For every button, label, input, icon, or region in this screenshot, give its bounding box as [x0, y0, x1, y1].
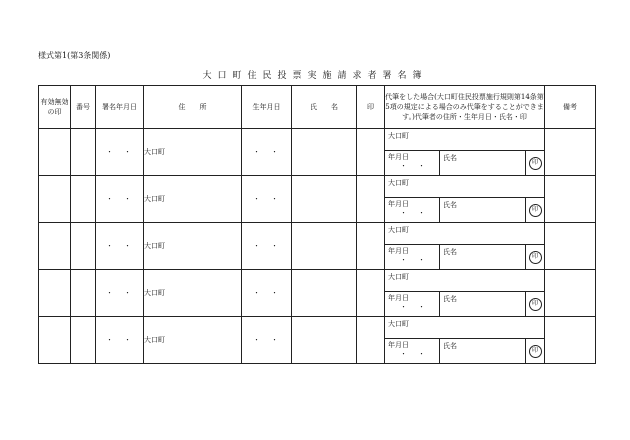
address-cell[interactable]: 大口町 — [144, 270, 242, 317]
proxy-date-dots: ・ ・ — [400, 209, 427, 217]
remarks-cell[interactable] — [545, 129, 596, 176]
proxy-cell — [385, 176, 545, 223]
sign-date-cell[interactable]: ・ ・ — [96, 270, 144, 317]
header-proxy: 代筆をした場合(大口町住民投票施行規則第14条第5項の規定による場合のみ代筆をすることができます。)代筆者の住所・生年月日・氏名・印 — [385, 86, 545, 129]
proxy-date-label: 年月日 — [388, 341, 409, 349]
proxy-date[interactable] — [385, 198, 440, 222]
signature-row — [39, 176, 596, 223]
proxy-name[interactable]: 氏名 — [443, 342, 457, 350]
proxy-seal-cell[interactable] — [525, 245, 544, 269]
birthdate-cell[interactable]: ・ ・ — [242, 176, 292, 223]
proxy-cell — [385, 129, 545, 176]
seal-icon: 印 — [529, 251, 542, 264]
sign-date-cell[interactable]: ・ ・ — [96, 176, 144, 223]
seal-icon: 印 — [529, 157, 542, 170]
number-cell[interactable] — [71, 129, 96, 176]
proxy-date-label: 年月日 — [388, 200, 409, 208]
proxy-seal-cell[interactable] — [525, 198, 544, 222]
proxy-seal-cell[interactable] — [525, 339, 544, 363]
proxy-address[interactable]: 大口町 — [385, 270, 544, 292]
seal-cell[interactable] — [357, 129, 385, 176]
header-row — [39, 86, 596, 129]
proxy-date[interactable] — [385, 292, 440, 316]
proxy-date-dots: ・ ・ — [400, 256, 427, 264]
seal-cell[interactable] — [357, 223, 385, 270]
proxy-address[interactable]: 大口町 — [385, 223, 544, 245]
proxy-seal-cell[interactable] — [525, 292, 544, 316]
number-cell[interactable] — [71, 270, 96, 317]
proxy-date-dots: ・ ・ — [400, 162, 427, 170]
birthdate-cell[interactable]: ・ ・ — [242, 223, 292, 270]
header-name: 氏 名 — [292, 86, 357, 129]
invalid-mark-cell[interactable] — [39, 270, 71, 317]
header-remarks: 備考 — [545, 86, 596, 129]
seal-cell[interactable] — [357, 176, 385, 223]
birthdate-cell[interactable]: ・ ・ — [242, 270, 292, 317]
seal-cell[interactable] — [357, 317, 385, 364]
sign-date-cell[interactable]: ・ ・ — [96, 317, 144, 364]
proxy-address[interactable]: 大口町 — [385, 317, 544, 339]
proxy-name[interactable]: 氏名 — [443, 201, 457, 209]
name-cell[interactable] — [292, 270, 357, 317]
name-cell[interactable] — [292, 176, 357, 223]
proxy-address[interactable]: 大口町 — [385, 129, 544, 151]
birthdate-cell[interactable]: ・ ・ — [242, 129, 292, 176]
remarks-cell[interactable] — [545, 176, 596, 223]
header-birthdate: 生年月日 — [242, 86, 292, 129]
address-cell[interactable]: 大口町 — [144, 223, 242, 270]
signature-row — [39, 270, 596, 317]
proxy-seal-cell[interactable] — [525, 151, 544, 175]
signature-row — [39, 317, 596, 364]
number-cell[interactable] — [71, 317, 96, 364]
proxy-date-label: 年月日 — [388, 153, 409, 161]
proxy-date-dots: ・ ・ — [400, 350, 427, 358]
invalid-mark-cell[interactable] — [39, 129, 71, 176]
form-label: 様式第1(第3条関係) — [38, 51, 111, 60]
number-cell[interactable] — [71, 176, 96, 223]
header-seal: 印 — [357, 86, 385, 129]
proxy-date-label: 年月日 — [388, 294, 409, 302]
signature-table — [38, 85, 596, 364]
seal-icon: 印 — [529, 345, 542, 358]
address-cell[interactable]: 大口町 — [144, 129, 242, 176]
sign-date-cell[interactable]: ・ ・ — [96, 223, 144, 270]
invalid-mark-cell[interactable] — [39, 317, 71, 364]
proxy-date[interactable] — [385, 339, 440, 363]
name-cell[interactable] — [292, 223, 357, 270]
proxy-date[interactable] — [385, 245, 440, 269]
header-invalid: 有効無効の印 — [39, 86, 71, 129]
seal-icon: 印 — [529, 204, 542, 217]
proxy-name[interactable]: 氏名 — [443, 154, 457, 162]
header-address: 住 所 — [144, 86, 242, 129]
invalid-mark-cell[interactable] — [39, 176, 71, 223]
signature-row — [39, 223, 596, 270]
seal-icon: 印 — [529, 298, 542, 311]
proxy-name[interactable]: 氏名 — [443, 248, 457, 256]
number-cell[interactable] — [71, 223, 96, 270]
header-number: 番号 — [71, 86, 96, 129]
seal-cell[interactable] — [357, 270, 385, 317]
address-cell[interactable]: 大口町 — [144, 317, 242, 364]
remarks-cell[interactable] — [545, 270, 596, 317]
proxy-date[interactable] — [385, 151, 440, 175]
proxy-date-label: 年月日 — [388, 247, 409, 255]
sign-date-cell[interactable]: ・ ・ — [96, 129, 144, 176]
proxy-cell — [385, 317, 545, 364]
invalid-mark-cell[interactable] — [39, 223, 71, 270]
signature-row — [39, 129, 596, 176]
name-cell[interactable] — [292, 317, 357, 364]
header-sign-date: 署名年月日 — [96, 86, 144, 129]
proxy-date-dots: ・ ・ — [400, 303, 427, 311]
address-cell[interactable]: 大口町 — [144, 176, 242, 223]
proxy-cell — [385, 270, 545, 317]
proxy-cell — [385, 223, 545, 270]
remarks-cell[interactable] — [545, 317, 596, 364]
proxy-name[interactable]: 氏名 — [443, 295, 457, 303]
name-cell[interactable] — [292, 129, 357, 176]
document-title: 大口町住民投票実施請求者署名簿 — [202, 71, 428, 81]
remarks-cell[interactable] — [545, 223, 596, 270]
proxy-address[interactable]: 大口町 — [385, 176, 544, 198]
birthdate-cell[interactable]: ・ ・ — [242, 317, 292, 364]
